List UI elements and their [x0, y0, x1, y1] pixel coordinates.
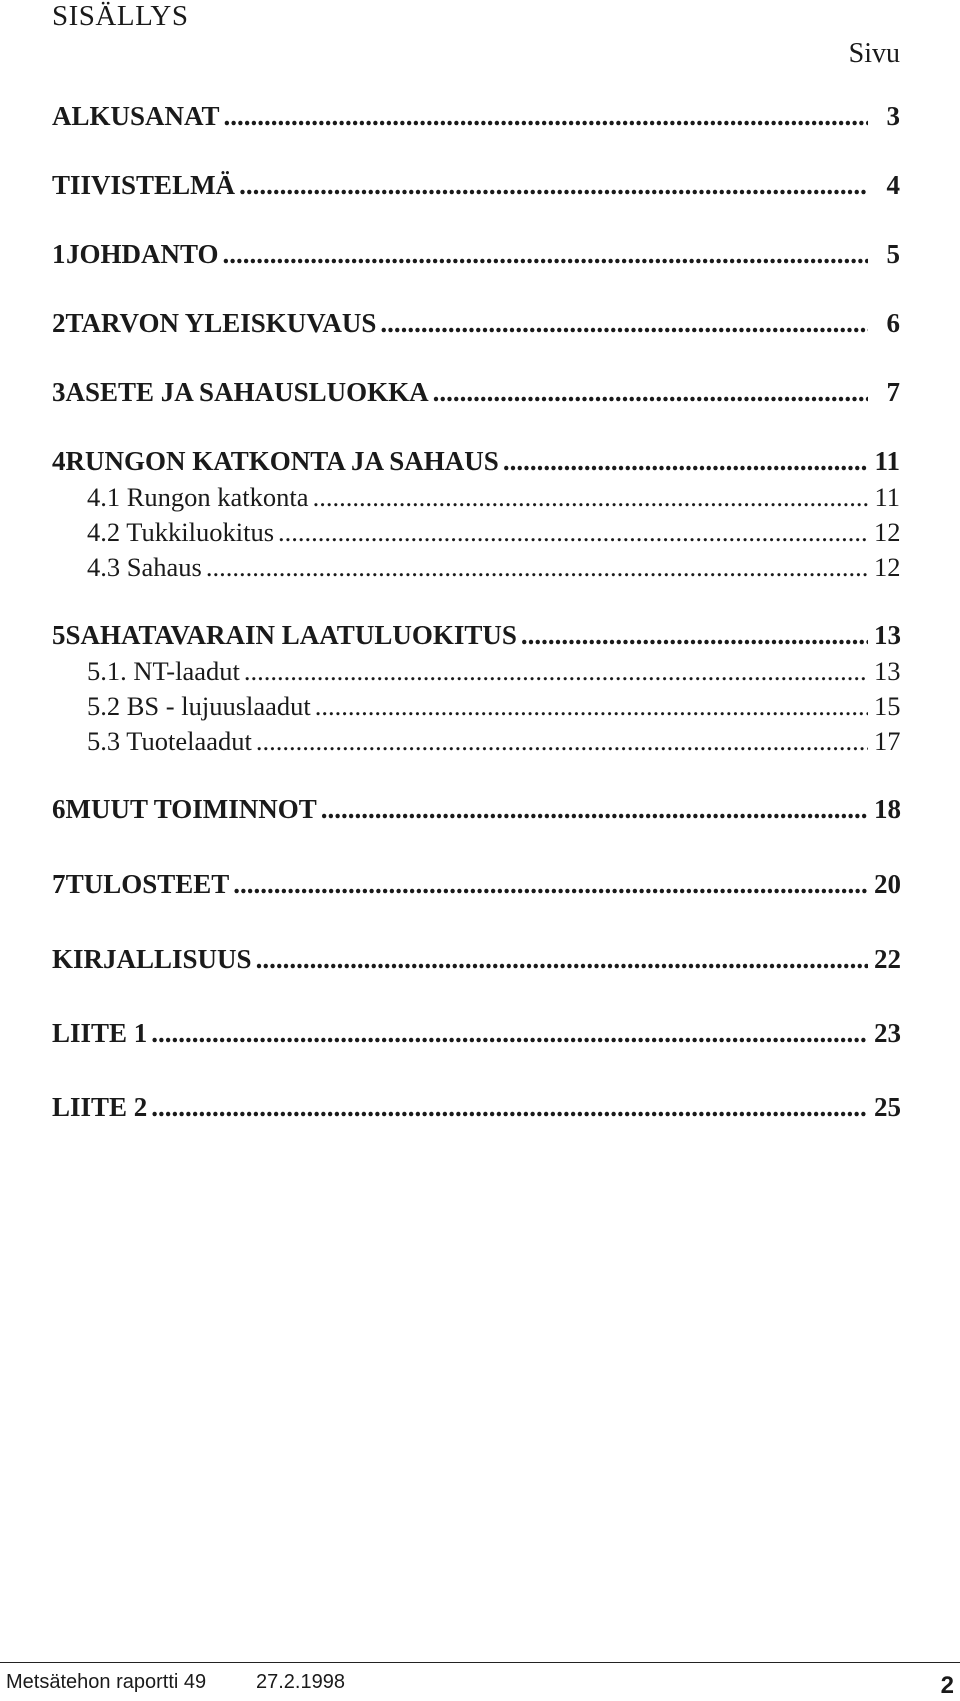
dot-leader [256, 726, 868, 757]
toc-entry-tarvon-yleiskuvaus[interactable] [52, 308, 900, 342]
toc-entry-number: 5 [52, 620, 66, 650]
toc-entry-tiivistelma[interactable] [52, 170, 900, 204]
toc-subentry-nt-laadut[interactable] [87, 656, 900, 690]
toc-entry-asete-ja-sahausluokka[interactable] [52, 377, 900, 411]
toc-entry-page: 4 [886, 170, 900, 200]
dot-leader [503, 446, 868, 477]
toc-entry-johdanto[interactable] [52, 239, 900, 273]
toc-subentry-rungon-katkonta[interactable] [87, 482, 900, 516]
toc-entry-page: 11 [874, 482, 900, 512]
toc-entry-label: 4.2 Tukkiluokitus [87, 517, 275, 547]
toc-entry-page: 20 [874, 869, 901, 899]
dot-leader [313, 482, 868, 513]
toc-entry-label: JOHDANTO [65, 239, 219, 269]
toc-entry-label: 4.3 Sahaus [87, 552, 202, 582]
toc-entry-page: 22 [874, 944, 901, 974]
toc-entry-alkusanat[interactable] [52, 101, 900, 135]
toc-subentry-bs-lujuuslaadut[interactable] [87, 691, 900, 725]
toc-entry-rungon-katkonta-ja-sahaus[interactable] [52, 446, 900, 480]
toc-entry-label: RUNGON KATKONTA JA SAHAUS [65, 446, 499, 476]
dot-leader [224, 101, 868, 132]
toc-entry-label: SAHATAVARAIN LAATULUOKITUS [65, 620, 517, 650]
toc-entry-label: KIRJALLISUUS [52, 944, 252, 974]
toc-entry-number: 2 [52, 308, 66, 338]
dot-leader [233, 869, 868, 900]
toc-entry-page: 15 [874, 691, 901, 721]
footer-date: 27.2.1998 [256, 1671, 345, 1693]
dot-leader [380, 308, 868, 339]
toc-entry-page: 17 [874, 726, 901, 756]
footer-divider [0, 1662, 960, 1663]
page-column-label: Sivu [848, 38, 900, 69]
toc-entry-label: LIITE 2 [52, 1092, 148, 1122]
toc-entry-number: 6 [52, 794, 66, 824]
toc-entry-page: 11 [874, 446, 900, 476]
toc-entry-page: 23 [874, 1018, 901, 1048]
toc-entry-label: ASETE JA SAHAUSLUOKKA [65, 377, 429, 407]
dot-leader [278, 517, 868, 548]
footer-page-number: 2 [940, 1672, 954, 1699]
toc-entry-page: 5 [886, 239, 900, 269]
dot-leader [151, 1018, 868, 1049]
toc-entry-label: 5.3 Tuotelaadut [87, 726, 252, 756]
toc-entry-number: 7 [52, 869, 66, 899]
toc-entry-number: 4 [52, 446, 66, 476]
dot-leader [315, 691, 868, 722]
toc-entry-number: 1 [52, 239, 66, 269]
dot-leader [433, 377, 868, 408]
dot-leader [244, 656, 868, 687]
toc-subentry-sahaus[interactable] [87, 552, 900, 586]
toc-entry-liite-1[interactable] [52, 1018, 900, 1052]
page-title: SISÄLLYS [52, 0, 189, 32]
dot-leader [256, 944, 868, 975]
toc-entry-label: 5.1. NT-laadut [87, 656, 240, 686]
toc-entry-page: 6 [886, 308, 900, 338]
dot-leader [222, 239, 868, 270]
toc-subentry-tuotelaadut[interactable] [87, 726, 900, 760]
toc-entry-tulosteet[interactable] [52, 869, 900, 903]
toc-entry-page: 12 [874, 517, 901, 547]
toc-entry-sahatavarain-laatuluokitus[interactable] [52, 620, 900, 654]
toc-entry-page: 7 [886, 377, 900, 407]
toc-entry-page: 18 [874, 794, 901, 824]
toc-entry-muut-toiminnot[interactable] [52, 794, 900, 828]
dot-leader [321, 794, 868, 825]
toc-entry-label: 5.2 BS - lujuuslaadut [87, 691, 311, 721]
toc-entry-label: 4.1 Rungon katkonta [87, 482, 309, 512]
toc-entry-label: ALKUSANAT [52, 101, 220, 131]
toc-entry-page: 13 [874, 620, 901, 650]
toc-entry-liite-2[interactable] [52, 1092, 900, 1126]
toc-entry-label: MUUT TOIMINNOT [65, 794, 317, 824]
toc-subentry-tukkiluokitus[interactable] [87, 517, 900, 551]
dot-leader [151, 1092, 868, 1123]
dot-leader [206, 552, 868, 583]
toc-entry-kirjallisuus[interactable] [52, 944, 900, 978]
toc-entry-page: 12 [874, 552, 901, 582]
toc-entry-label: TULOSTEET [65, 869, 230, 899]
footer-publication: Metsätehon raportti 49 [6, 1671, 207, 1693]
toc-entry-label: TARVON YLEISKUVAUS [65, 308, 377, 338]
toc-entry-page: 3 [886, 101, 900, 131]
toc-entry-page: 13 [874, 656, 901, 686]
toc-entry-label: LIITE 1 [52, 1018, 148, 1048]
toc-entry-label: TIIVISTELMÄ [52, 170, 236, 200]
dot-leader [239, 170, 868, 201]
toc-entry-page: 25 [874, 1092, 901, 1122]
dot-leader [521, 620, 868, 651]
toc-entry-number: 3 [52, 377, 66, 407]
